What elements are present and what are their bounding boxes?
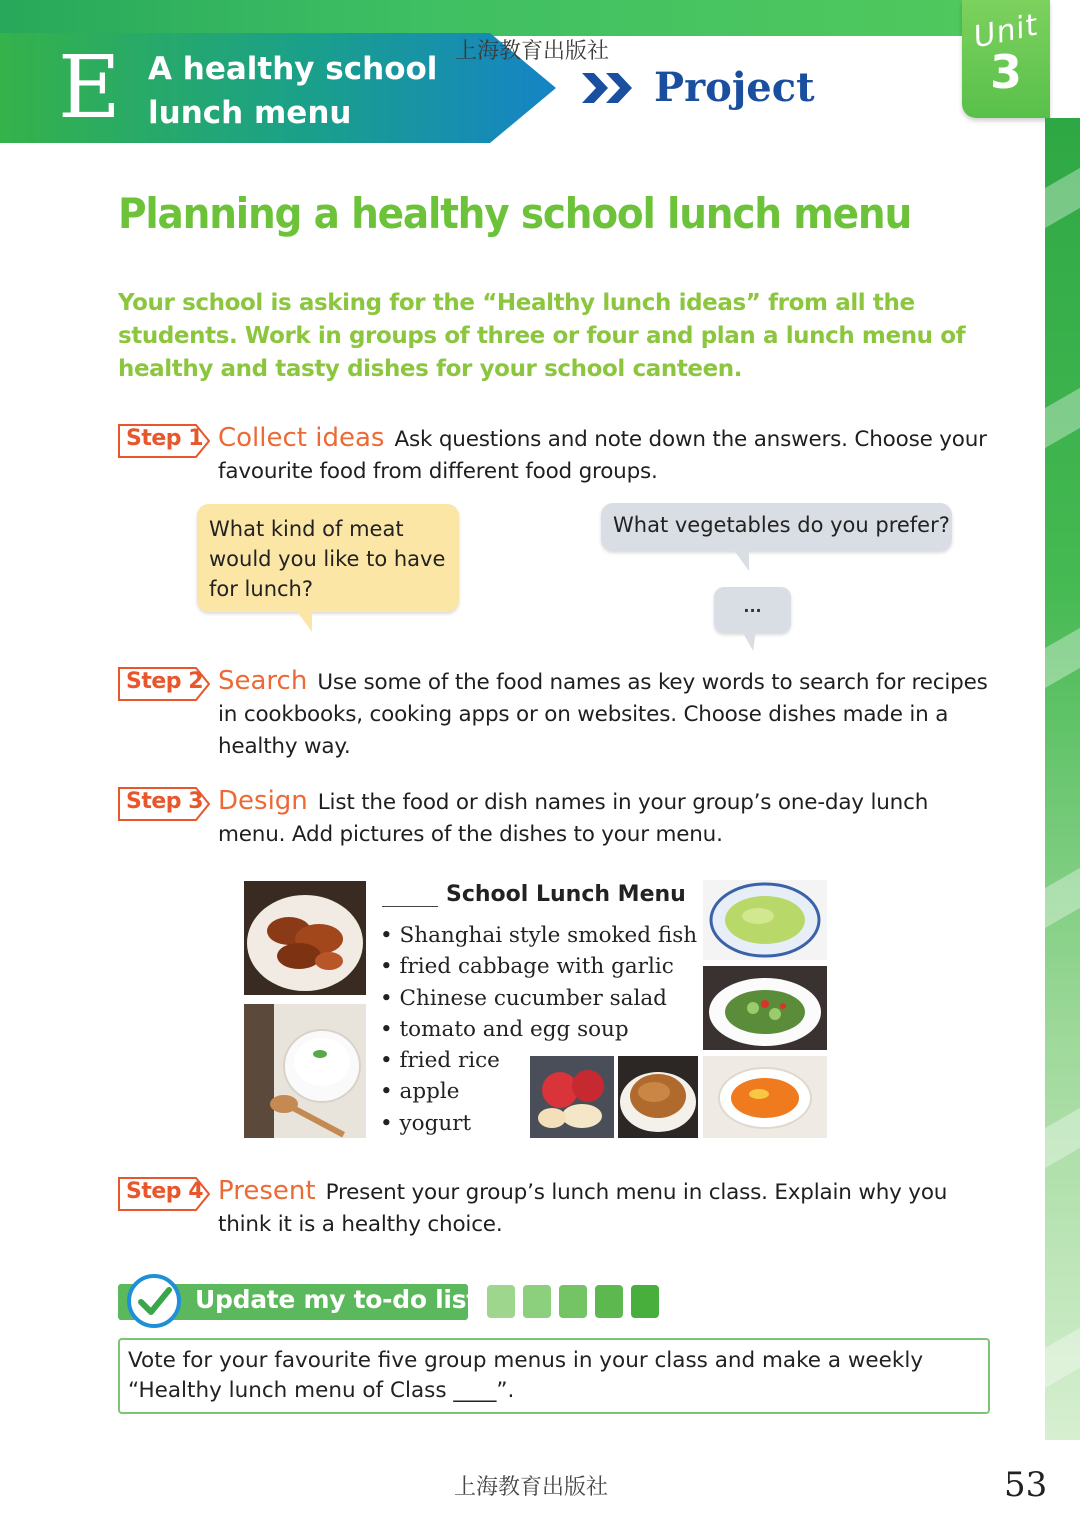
progress-square <box>559 1285 587 1318</box>
step-text: List the food or dish names in your group’s one-day lunch menu. Add pictures of the dishes to your menu. <box>218 790 929 847</box>
step-4 <box>118 1175 998 1241</box>
menu-item: • Shanghai style smoked fish <box>380 920 697 951</box>
step-name: Collect ideas <box>218 423 385 453</box>
step-tag: Step 4 <box>118 1177 210 1211</box>
menu-item: • Chinese cucumber salad <box>380 983 697 1014</box>
step-name: Present <box>218 1176 316 1206</box>
speech-bubble-meat: What kind of meat would you like to have for lunch? <box>197 504 459 612</box>
todo-label: Update my to-do list <box>195 1285 478 1314</box>
unit-tab <box>962 0 1050 118</box>
todo-text: Vote for your favourite five group menus in your class and make a weekly “Healthy lunch menu of Class ____”. <box>128 1348 924 1403</box>
menu-item: • tomato and egg soup <box>380 1014 697 1045</box>
step-text: Present your group’s lunch menu in class. Explain why you think it is a healthy choice. <box>218 1180 948 1237</box>
yogurt-photo <box>244 1004 366 1138</box>
section-title-line1: A healthy school <box>148 51 438 87</box>
section-title-line2: lunch menu <box>148 95 352 131</box>
checkmark-icon <box>127 1274 181 1328</box>
step-tag: Step 3 <box>118 787 210 821</box>
step-tag: Step 2 <box>118 667 210 701</box>
page-number: 53 <box>1004 1465 1048 1505</box>
progress-square <box>523 1285 551 1318</box>
page-title: Planning a healthy school lunch menu <box>118 190 912 239</box>
step-tag: Step 1 <box>118 424 210 458</box>
menu-list <box>380 920 697 1139</box>
cucumber-salad-photo <box>703 966 827 1050</box>
progress-square <box>595 1285 623 1318</box>
intro-paragraph: Your school is asking for the “Healthy lunch ideas” from all the students. Work in groups of three or four and plan a lunch menu of healthy and tasty dishes for your school canteen. <box>118 290 966 382</box>
right-edge-bar <box>1045 118 1080 1440</box>
unit-number: 3 <box>989 45 1022 99</box>
menu-item: • yogurt <box>380 1108 697 1139</box>
menu-item: • fried cabbage with garlic <box>380 951 697 982</box>
step-2 <box>118 665 998 763</box>
section-letter: E <box>58 38 121 138</box>
step-1 <box>118 422 998 488</box>
step-3 <box>118 785 998 851</box>
speech-bubble-reply: ... <box>714 587 791 633</box>
step-text: Ask questions and note down the answers. Choose your favourite food from different food groups. <box>218 427 987 484</box>
unit-word: Unit <box>970 7 1042 56</box>
step-text: Use some of the food names as key words to search for recipes in cookbooks, cooking apps or on websites. Choose dishes made in a healthy way. <box>218 670 988 759</box>
header-watermark: 上海教育出版社 <box>455 39 610 64</box>
header-stripe <box>0 0 1045 36</box>
speech-tail <box>733 549 757 571</box>
speech-tail <box>296 610 320 632</box>
menu-item: • fried rice <box>380 1045 697 1076</box>
progress-square <box>487 1285 515 1318</box>
tomato-egg-soup-photo <box>703 1056 827 1138</box>
speech-bubble-vegetables: What vegetables do you prefer? <box>601 503 952 551</box>
step-name: Design <box>218 786 308 816</box>
progress-square <box>631 1285 659 1318</box>
menu-item: • apple <box>380 1076 697 1107</box>
step-name: Search <box>218 666 308 696</box>
progress-squares <box>487 1285 659 1318</box>
double-chevron-icon <box>582 71 636 105</box>
project-heading <box>582 64 815 111</box>
speech-tail <box>742 631 760 651</box>
project-label: Project <box>654 64 815 111</box>
footer-publisher: 上海教育出版社 <box>454 1475 609 1500</box>
smoked-fish-photo <box>244 881 366 995</box>
menu-heading: School Lunch Menu <box>382 882 686 907</box>
section-title <box>148 47 448 135</box>
cabbage-photo <box>703 880 827 960</box>
